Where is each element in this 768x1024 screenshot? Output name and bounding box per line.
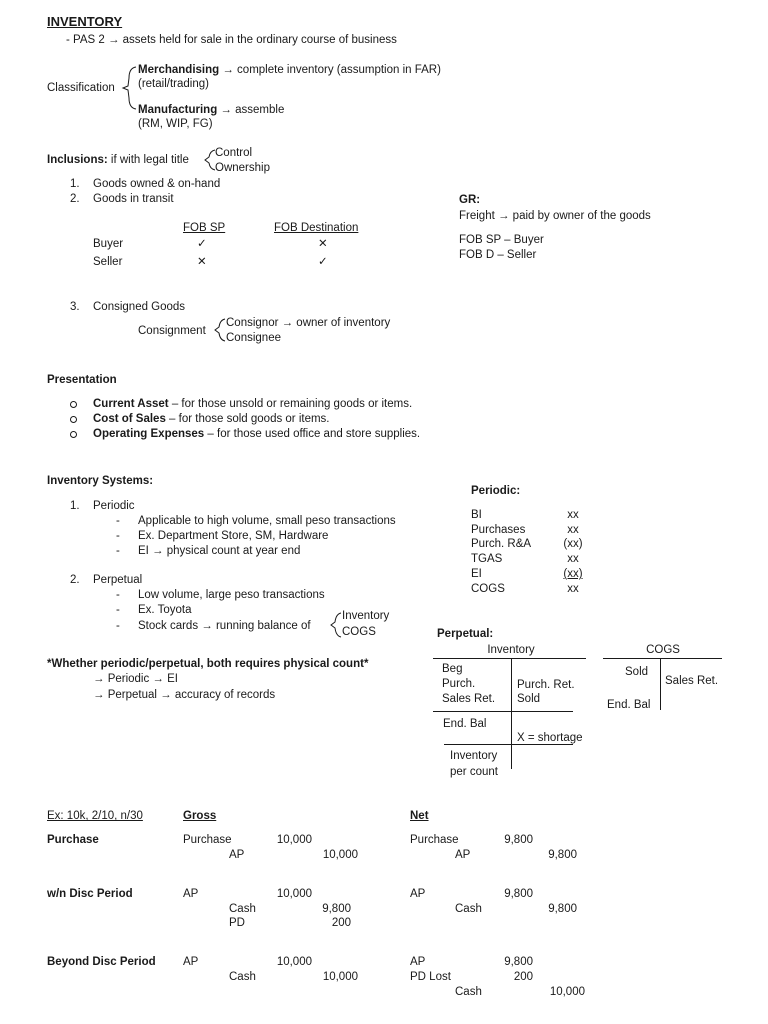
periodic-row-label: Purch. R&A [471, 538, 532, 550]
journal-account: PD Lost [410, 971, 451, 983]
journal-debit: 9,800 [504, 834, 533, 846]
net-header: Net [410, 810, 429, 822]
inclusion-control: Control [215, 147, 253, 159]
t-account-top-line [433, 658, 586, 659]
journal-account: AP [410, 888, 426, 900]
inclusion-ownership: Ownership [215, 162, 270, 174]
journal-credit: 10,000 [549, 986, 585, 998]
consigned-goods: Consigned Goods [93, 301, 186, 313]
journal-account: Cash [229, 971, 256, 983]
inventory-credit: Purch. Ret. [517, 679, 575, 691]
inventory-t-title: Inventory [487, 644, 535, 656]
perpetual-point: Stock cards → running balance of [138, 620, 311, 632]
journal-credit: 10,000 [322, 849, 358, 861]
check-icon: ✓ [318, 256, 328, 268]
inventory-per-count: Inventory [450, 750, 498, 762]
manufacturing-sub: (RM, WIP, FG) [138, 118, 213, 130]
journal-credit: 200 [331, 917, 351, 929]
periodic-row-label: BI [471, 509, 482, 521]
periodic-row-value: xx [567, 524, 579, 536]
journal-credit: 9,800 [548, 903, 577, 915]
merchandising-desc: → complete inventory (assumption in FAR) [219, 64, 441, 76]
journal-account: PD [229, 917, 245, 929]
inventory-end-bal: End. Bal [443, 718, 487, 730]
inventory-debit: Beg [442, 663, 463, 675]
consignee: Consignee [226, 332, 281, 344]
classification-brace [122, 66, 138, 110]
journal-debit: 200 [513, 971, 533, 983]
dash-icon: - [116, 589, 120, 601]
manufacturing-label: Manufacturing [138, 104, 218, 116]
cogs-end-bal: End. Bal [607, 699, 651, 711]
journal-account: Purchase [410, 834, 459, 846]
journal-account: AP [183, 956, 199, 968]
merchandising-line [138, 63, 441, 77]
consignment-brace [214, 318, 226, 342]
cross-icon: ✕ [318, 238, 328, 250]
cogs-t-title: COGS [646, 644, 680, 656]
perpetual-label: Perpetual [93, 574, 143, 586]
journal-debit: 10,000 [276, 956, 312, 968]
fob-sp-header: FOB SP [183, 222, 226, 234]
goods-in-transit: Goods in transit [93, 193, 174, 205]
dash-icon: - [116, 530, 120, 542]
inventory-debit: Purch. [442, 678, 476, 690]
cross-icon: ✕ [197, 256, 207, 268]
journal-account: Cash [455, 986, 482, 998]
periodic-row-value: xx [567, 509, 579, 521]
journal-debit: 10,000 [276, 834, 312, 846]
journal-account: AP [229, 849, 245, 861]
periodic-row-label: COGS [471, 583, 505, 595]
bullet-icon [70, 416, 77, 423]
page-title: INVENTORY [47, 14, 123, 29]
goods-owned: Goods owned & on-hand [93, 178, 221, 190]
journal-account: AP [455, 849, 471, 861]
dash-icon: - [116, 604, 120, 616]
journal-account: Cash [229, 903, 256, 915]
item-number: 1. [70, 178, 80, 190]
merchandising-label: Merchandising [138, 64, 220, 76]
journal-account: AP [410, 956, 426, 968]
presentation-title: Presentation [47, 374, 117, 386]
merchandising-sub: (retail/trading) [138, 78, 209, 90]
stock-cards-brace [330, 612, 342, 638]
consignor: Consignor → owner of inventory [226, 317, 391, 329]
t-account-vertical-line [511, 658, 512, 769]
item-number: 3. [70, 301, 80, 313]
manufacturing-line [138, 103, 284, 117]
inclusions-label: Inclusions: [47, 154, 108, 166]
presentation-item: Current Asset – for those unsold or remaining goods or items. [93, 398, 413, 410]
journal-debit: 9,800 [504, 888, 533, 900]
periodic-row-value: (xx) [563, 538, 583, 550]
stock-inventory: Inventory [342, 610, 390, 622]
seller-label: Seller [93, 256, 123, 268]
journal-credit: 9,800 [322, 903, 351, 915]
within-discount-label: w/n Disc Period [47, 888, 133, 900]
periodic-label: Periodic [93, 500, 135, 512]
fob-destination-header: FOB Destination [274, 222, 359, 234]
journal-account: Purchase [183, 834, 232, 846]
classification-label: Classification [47, 82, 115, 94]
check-icon: ✓ [197, 238, 207, 250]
inventory-debit: Sales Ret. [442, 693, 496, 705]
stock-cogs: COGS [342, 626, 376, 638]
dash-icon: - [116, 515, 120, 527]
note-periodic: → Periodic → EI [93, 673, 178, 685]
periodic-box-title: Periodic: [471, 485, 521, 497]
beyond-discount-label: Beyond Disc Period [47, 956, 156, 968]
inventory-systems-title: Inventory Systems: [47, 475, 154, 487]
buyer-label: Buyer [93, 238, 124, 250]
inventory-per-count: per count [450, 766, 498, 778]
inclusions-line [47, 153, 189, 167]
example-title: Ex: 10k, 2/10, n/30 [47, 810, 143, 822]
manufacturing-desc: → assemble [217, 104, 285, 116]
t-account-top-line [603, 658, 722, 659]
purchase-label: Purchase [47, 834, 99, 846]
presentation-item: Operating Expenses – for those used office and store supplies. [93, 428, 421, 440]
perpetual-point: Low volume, large peso transactions [138, 589, 325, 601]
gr-fob-d: FOB D – Seller [459, 249, 537, 261]
periodic-row-value: xx [567, 583, 579, 595]
journal-debit: 10,000 [276, 888, 312, 900]
item-number: 1. [70, 500, 80, 512]
shortage-label: X = shortage [517, 732, 583, 744]
periodic-point: EI → physical count at year end [138, 545, 301, 557]
inventory-credit: Sold [517, 693, 541, 705]
consignment-label: Consignment [138, 325, 206, 337]
note-perpetual: → Perpetual → accuracy of records [93, 689, 276, 701]
perpetual-point: Ex. Toyota [138, 604, 192, 616]
gr-title: GR: [459, 194, 481, 206]
inclusions-desc: if with legal title [107, 154, 189, 166]
perpetual-box-title: Perpetual: [437, 628, 494, 640]
cogs-credit: Sales Ret. [665, 675, 719, 687]
item-number: 2. [70, 574, 80, 586]
item-number: 2. [70, 193, 80, 205]
dash-icon: - [116, 620, 120, 632]
t-account-vertical-line [660, 658, 661, 710]
physical-count-note: *Whether periodic/perpetual, both requires physical count* [47, 658, 369, 670]
gross-header: Gross [183, 810, 217, 822]
journal-credit: 10,000 [322, 971, 358, 983]
gr-freight: Freight → paid by owner of the goods [459, 210, 651, 222]
gr-fob-sp: FOB SP – Buyer [459, 234, 544, 246]
bullet-icon [70, 401, 77, 408]
cogs-debit: Sold [625, 666, 649, 678]
bullet-icon [70, 431, 77, 438]
t-account-balance-line [433, 711, 573, 712]
periodic-row-value: (xx) [563, 568, 583, 580]
dash-icon: - [116, 545, 120, 557]
periodic-point: Ex. Department Store, SM, Hardware [138, 530, 329, 542]
periodic-row-label: Purchases [471, 524, 526, 536]
periodic-row-label: EI [471, 568, 482, 580]
presentation-item: Cost of Sales – for those sold goods or items. [93, 413, 330, 425]
journal-account: Cash [455, 903, 482, 915]
journal-debit: 9,800 [504, 956, 533, 968]
periodic-row-value: xx [567, 553, 579, 565]
periodic-point: Applicable to high volume, small peso transactions [138, 515, 396, 527]
pas-definition: - PAS 2 → assets held for sale in the ordinary course of business [66, 34, 397, 46]
journal-credit: 9,800 [548, 849, 577, 861]
journal-account: AP [183, 888, 199, 900]
periodic-row-label: TGAS [471, 553, 503, 565]
